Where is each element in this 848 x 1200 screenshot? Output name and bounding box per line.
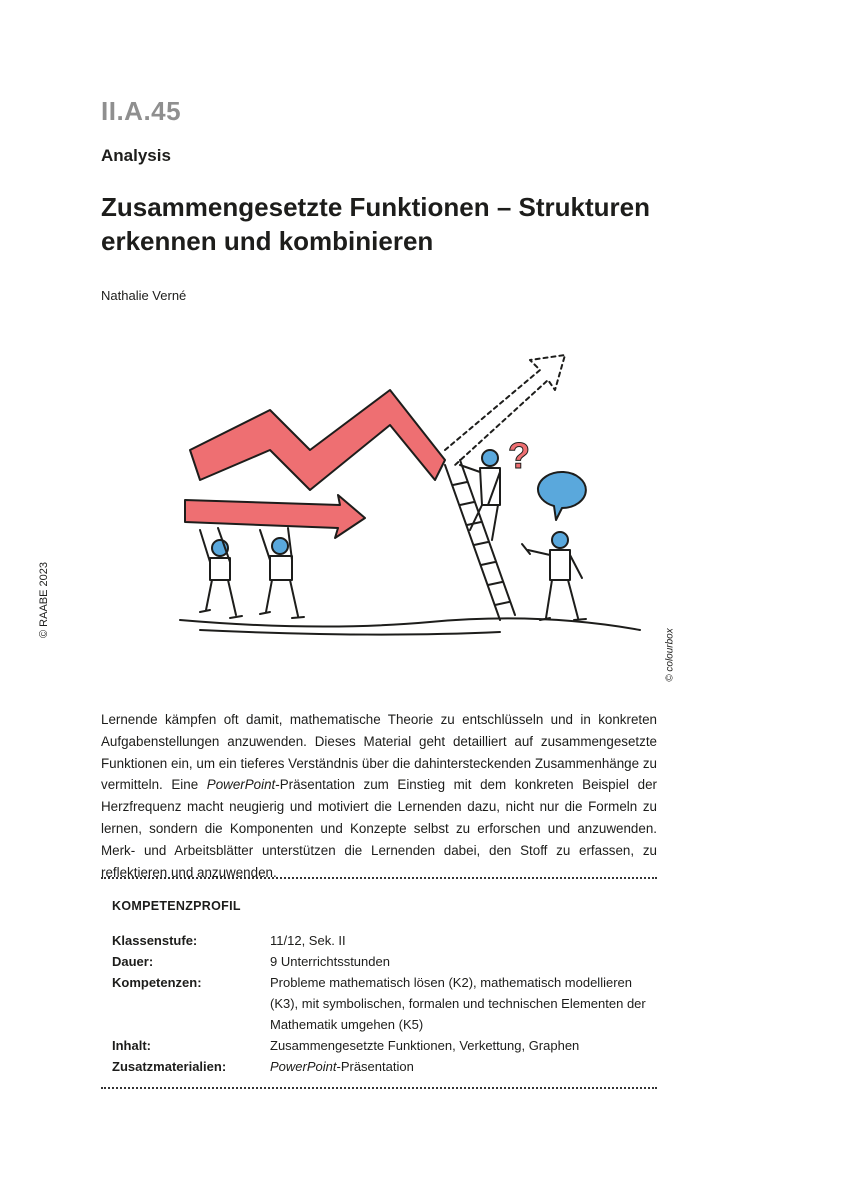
straight-arrow — [185, 495, 365, 538]
profile-row-materials: Zusatzmaterialien: PowerPoint-Präsentation — [112, 1059, 414, 1074]
copyright-notice: © RAABE 2023 — [38, 562, 50, 638]
title-line-1: Zusammengesetzte Funktionen – Strukturen — [101, 192, 650, 222]
ground-line — [180, 618, 640, 630]
illustration-teamwork-arrows — [170, 340, 650, 640]
worker-figure-1 — [200, 528, 242, 618]
document-code: II.A.45 — [101, 96, 182, 126]
competence-profile-heading: KOMPETENZPROFIL — [112, 899, 241, 913]
subject-label: Analysis — [101, 146, 171, 165]
image-credit: © colourbox — [664, 628, 676, 682]
author-name: Nathalie Verné — [101, 288, 187, 303]
zigzag-arrow — [190, 390, 445, 490]
profile-row-grade: Klassenstufe: 11/12, Sek. II — [112, 933, 346, 948]
document-title — [101, 190, 701, 258]
question-mark: ? — [508, 435, 530, 476]
engineer-figure — [522, 532, 586, 620]
title-line-2: erkennen und kombinieren — [101, 226, 434, 256]
profile-row-duration: Dauer: 9 Unterrichtsstunden — [112, 954, 390, 969]
profile-row-content: Inhalt: Zusammengesetzte Funktionen, Verkettung, Graphen — [112, 1038, 580, 1053]
competence-profile-table — [112, 930, 657, 1077]
profile-row-competences: Kompetenzen: Probleme mathematisch lösen (K2), mathematisch modellieren (K3), mit symbolischen, formalen und technischen Elementen der Mathematik umgehen (K5) — [112, 975, 646, 1032]
dotted-divider-top — [101, 877, 657, 879]
speech-bubble — [538, 472, 586, 520]
dotted-divider-bottom — [101, 1087, 657, 1089]
worker-figure-2 — [260, 528, 304, 618]
intro-paragraph: Lernende kämpfen oft damit, mathematische Theorie zu entschlüsseln und in konkreten Aufgabenstellungen anzuwenden. Dieses Material geht detailliert auf zusammengesetzte Funktionen ein, um ein tieferes Verständnis über die dahintersteckenden Zusammenhänge zu vermitteln. Eine PowerPoint-Präsentation zum Einstieg mit dem konkreten Beispiel der Herzfrequenz macht neugierig und motiviert die Lernenden dazu, nicht nur die Formeln zu lernen, sondern die Komponenten und Konzepte selbst zu erforschen und anzuwenden. Merk- und Arbeitsblätter unterstützen die Lernenden dabei, den Stoff zu erfassen, zu reflektieren und anzuwenden. — [101, 712, 657, 880]
dashed-arrow — [445, 355, 565, 465]
